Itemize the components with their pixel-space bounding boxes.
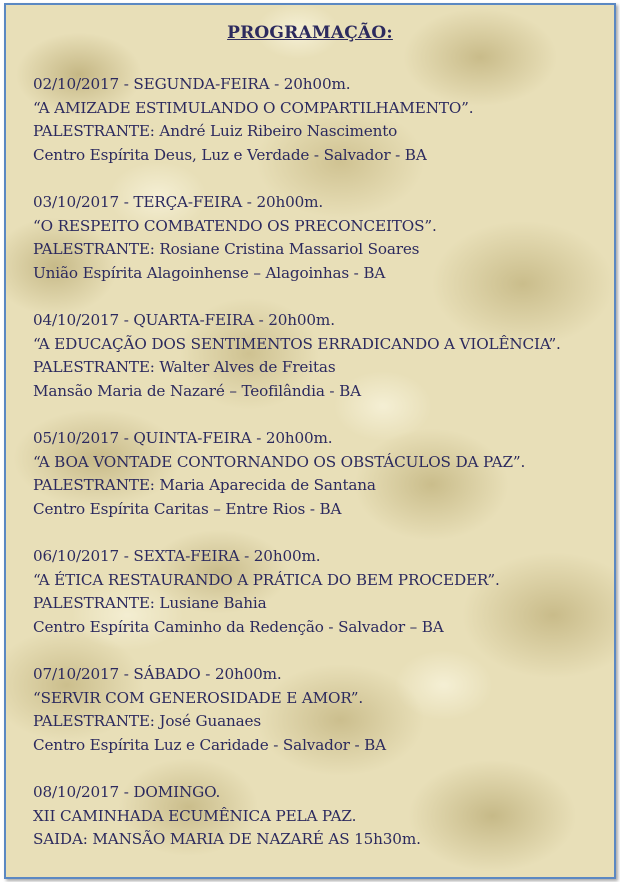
event-item-4 [33, 427, 606, 521]
event-speaker: PALESTRANTE: Rosiane Cristina Massariol Soares [33, 240, 420, 258]
event-list [33, 73, 606, 876]
event-date: 05/10/2017 - QUINTA-FEIRA - 20h00m. [33, 429, 333, 447]
event-date: 06/10/2017 - SEXTA-FEIRA - 20h00m. [33, 547, 321, 565]
event-speaker: PALESTRANTE: André Luiz Ribeiro Nascimento [33, 122, 398, 140]
event-theme: XII CAMINHADA ECUMÊNICA PELA PAZ. [33, 806, 357, 825]
event-speaker: PALESTRANTE: José Guanaes [33, 712, 262, 730]
event-theme: “A EDUCAÇÃO DOS SENTIMENTOS ERRADICANDO A VIOLÊNCIA”. [33, 334, 561, 353]
event-venue: Mansão Maria de Nazaré – Teofilândia - BA [33, 381, 361, 400]
event-date: 07/10/2017 - SÁBADO - 20h00m. [33, 665, 282, 683]
event-venue: Centro Espírita Deus, Luz e Verdade - Salvador - BA [33, 145, 427, 164]
event-theme: “A AMIZADE ESTIMULANDO O COMPARTILHAMENTO”. [33, 98, 474, 117]
event-item-3 [33, 309, 606, 403]
event-item-7 [33, 781, 606, 852]
event-theme: “A BOA VONTADE CONTORNANDO OS OBSTÁCULOS DA PAZ”. [33, 452, 526, 471]
event-date: 02/10/2017 - SEGUNDA-FEIRA - 20h00m. [33, 75, 351, 93]
program-title: PROGRAMAÇÃO: [227, 23, 393, 43]
event-item-2 [33, 191, 606, 285]
event-venue: Centro Espírita Luz e Caridade - Salvador - BA [33, 735, 386, 754]
event-venue: União Espírita Alagoinhense – Alagoinhas - BA [33, 263, 386, 282]
event-theme: “A ÉTICA RESTAURANDO A PRÁTICA DO BEM PROCEDER”. [33, 570, 500, 589]
event-date: 03/10/2017 - TERÇA-FEIRA - 20h00m. [33, 193, 324, 211]
event-speaker: PALESTRANTE: Lusiane Bahia [33, 594, 267, 612]
program-card [4, 3, 616, 879]
event-item-5 [33, 545, 606, 639]
event-item-6 [33, 663, 606, 757]
event-departure: SAIDA: MANSÃO MARIA DE NAZARÉ AS 15h30m. [33, 830, 421, 848]
event-venue: Centro Espírita Caritas – Entre Rios - BA [33, 499, 342, 518]
event-date: 04/10/2017 - QUARTA-FEIRA - 20h00m. [33, 311, 335, 329]
event-theme: “SERVIR COM GENEROSIDADE E AMOR”. [33, 688, 364, 707]
event-theme: “O RESPEITO COMBATENDO OS PRECONCEITOS”. [33, 216, 437, 235]
event-date: 08/10/2017 - DOMINGO. [33, 783, 221, 801]
event-venue: Centro Espírita Caminho da Redenção - Salvador – BA [33, 617, 444, 636]
event-item-1 [33, 73, 606, 167]
event-speaker: PALESTRANTE: Maria Aparecida de Santana [33, 476, 376, 494]
event-speaker: PALESTRANTE: Walter Alves de Freitas [33, 358, 336, 376]
